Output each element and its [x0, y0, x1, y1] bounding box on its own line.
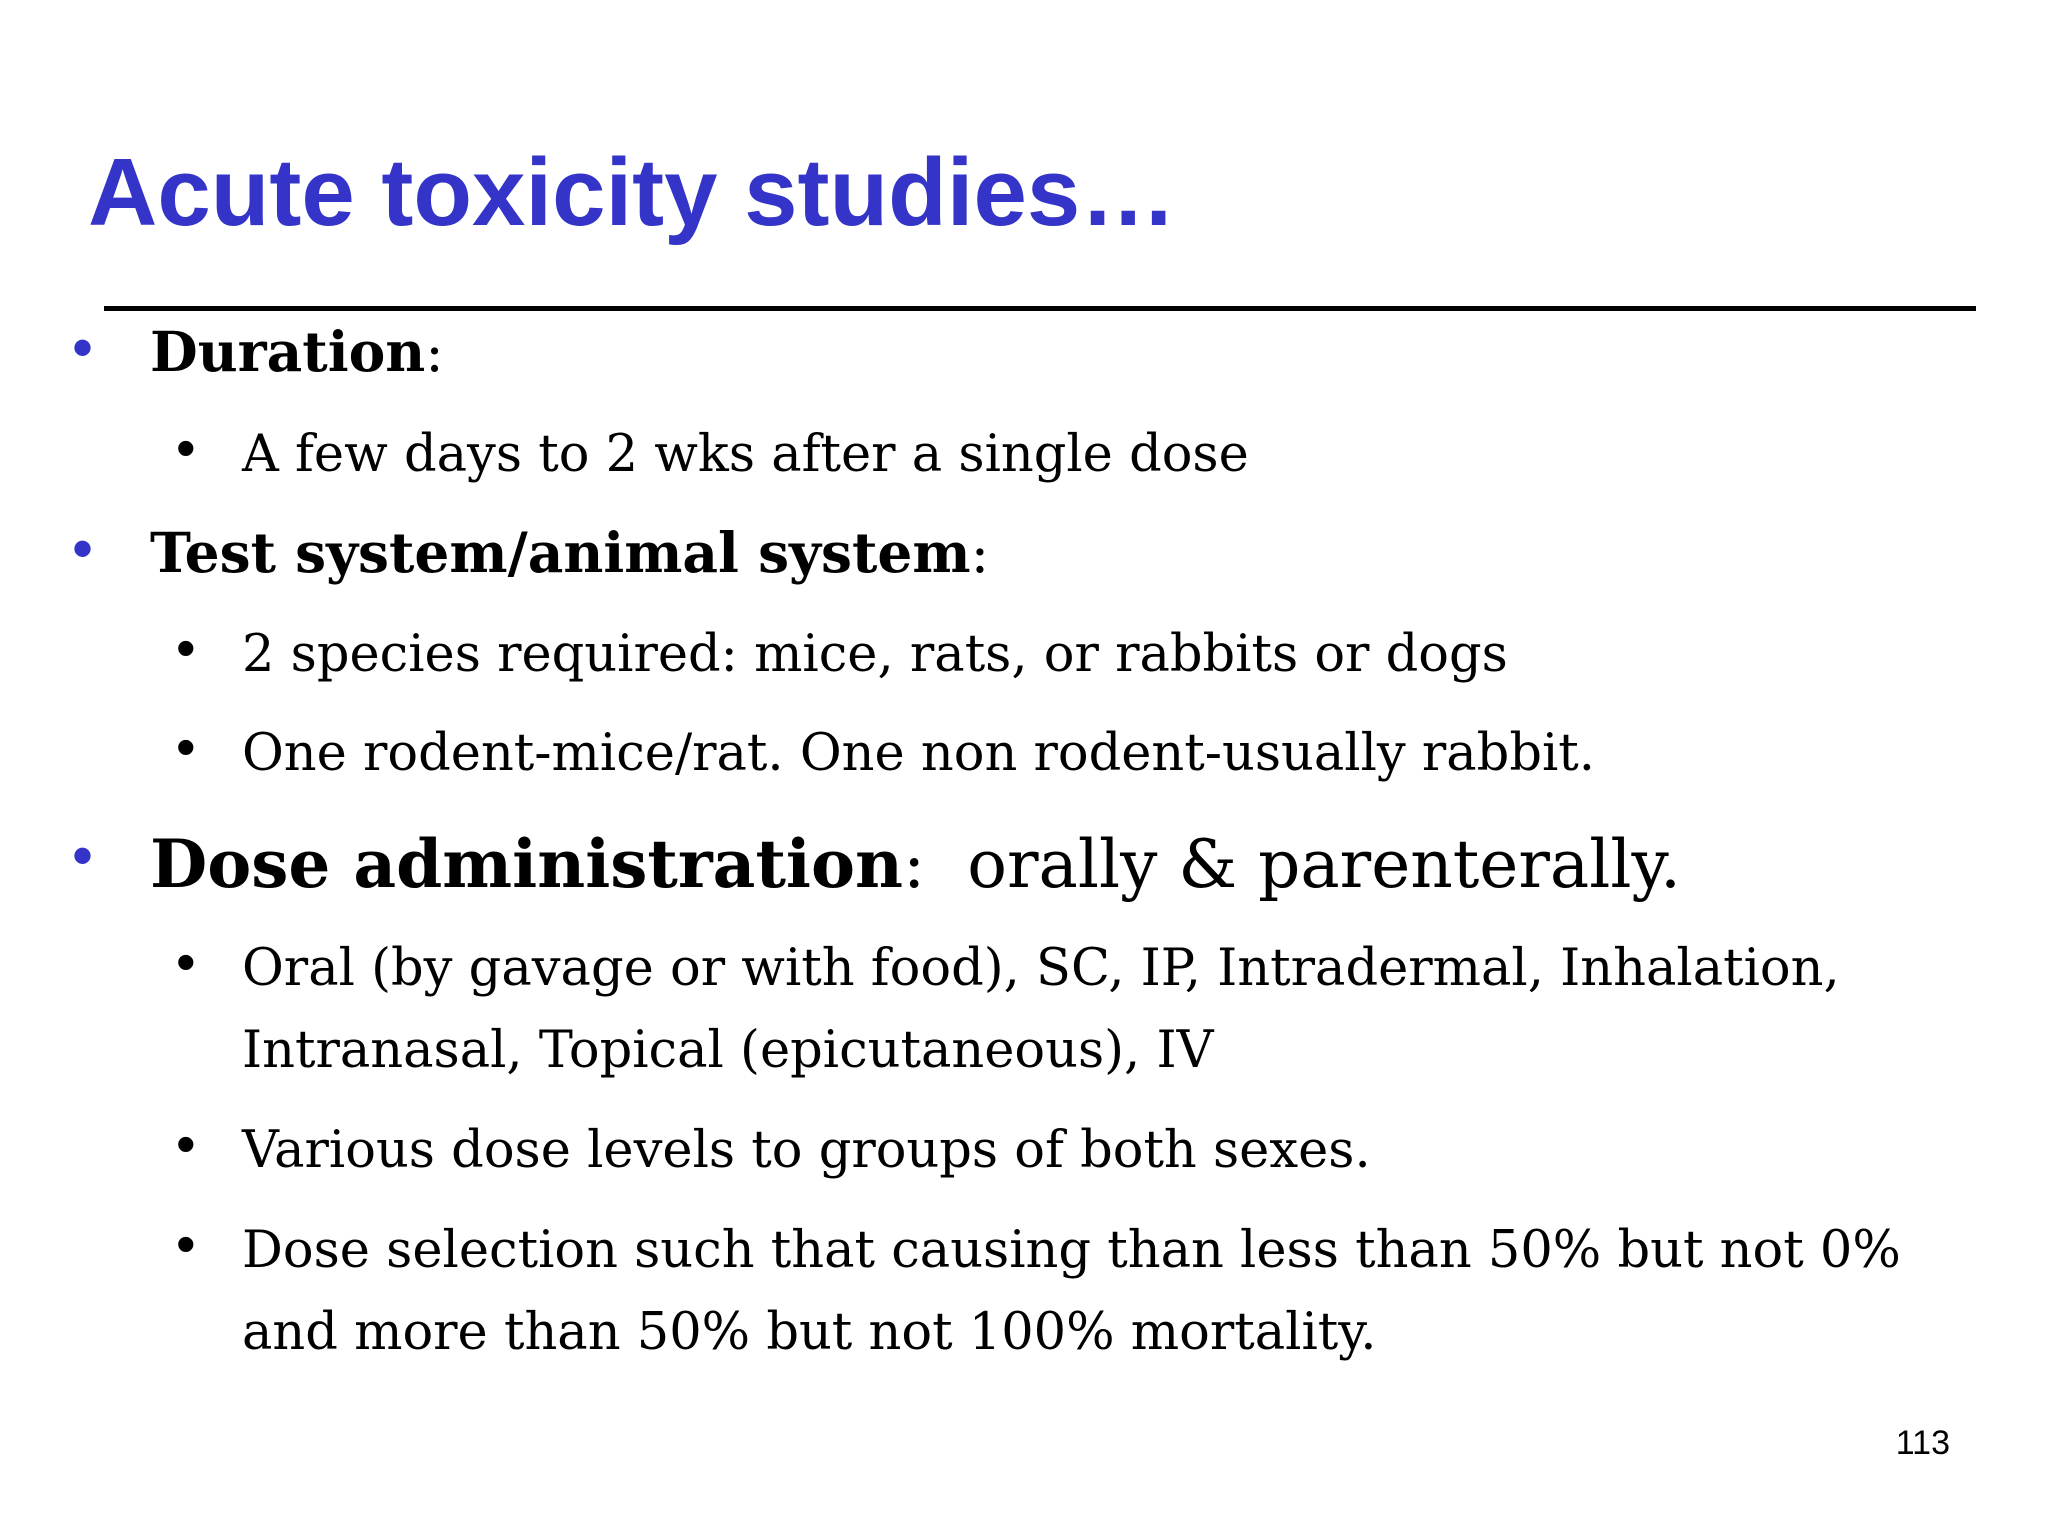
section-dose-administration-heading [150, 826, 1681, 903]
sub-bullet-icon: • [176, 416, 196, 479]
sub-bullet-icon: • [176, 715, 196, 778]
sub-bullet-icon: • [176, 616, 196, 679]
title-divider [104, 306, 1976, 311]
list-item: 2 species required: mice, rats, or rabbits or dogs [242, 625, 1508, 684]
sub-bullet-icon: • [176, 1112, 196, 1175]
bullet-icon: • [72, 515, 94, 582]
list-item: Dose selection such that causing than less than 50% but not 0% and more than 50% but not 100% mortality. [242, 1221, 1901, 1362]
slide-title: Acute toxicity studies… [88, 139, 1177, 246]
list-item: A few days to 2 wks after a single dose [242, 425, 1249, 484]
list-item: Various dose levels to groups of both sexes. [242, 1121, 1371, 1180]
page-number: 113 [1895, 1424, 1950, 1462]
bullet-icon: • [72, 314, 94, 381]
sub-bullet-icon: • [176, 930, 196, 993]
list-item: One rodent-mice/rat. One non rodent-usually rabbit. [242, 724, 1595, 783]
section-separator: : [970, 521, 990, 585]
section-label: Duration [150, 319, 426, 384]
section-duration-heading [150, 320, 444, 384]
section-label: Test system/animal system [150, 520, 971, 585]
section-separator: : [425, 320, 444, 384]
sub-bullet-icon: • [176, 1212, 196, 1275]
section-extra: orally & parenterally. [925, 826, 1681, 903]
section-label: Dose administration [150, 825, 904, 903]
bullet-icon: • [72, 822, 94, 889]
list-item: Oral (by gavage or with food), SC, IP, Intradermal, Inhalation, Intranasal, Topical (epicutaneous), IV [242, 939, 1840, 1080]
section-separator: : [903, 826, 926, 903]
section-test-system-heading [150, 521, 989, 585]
